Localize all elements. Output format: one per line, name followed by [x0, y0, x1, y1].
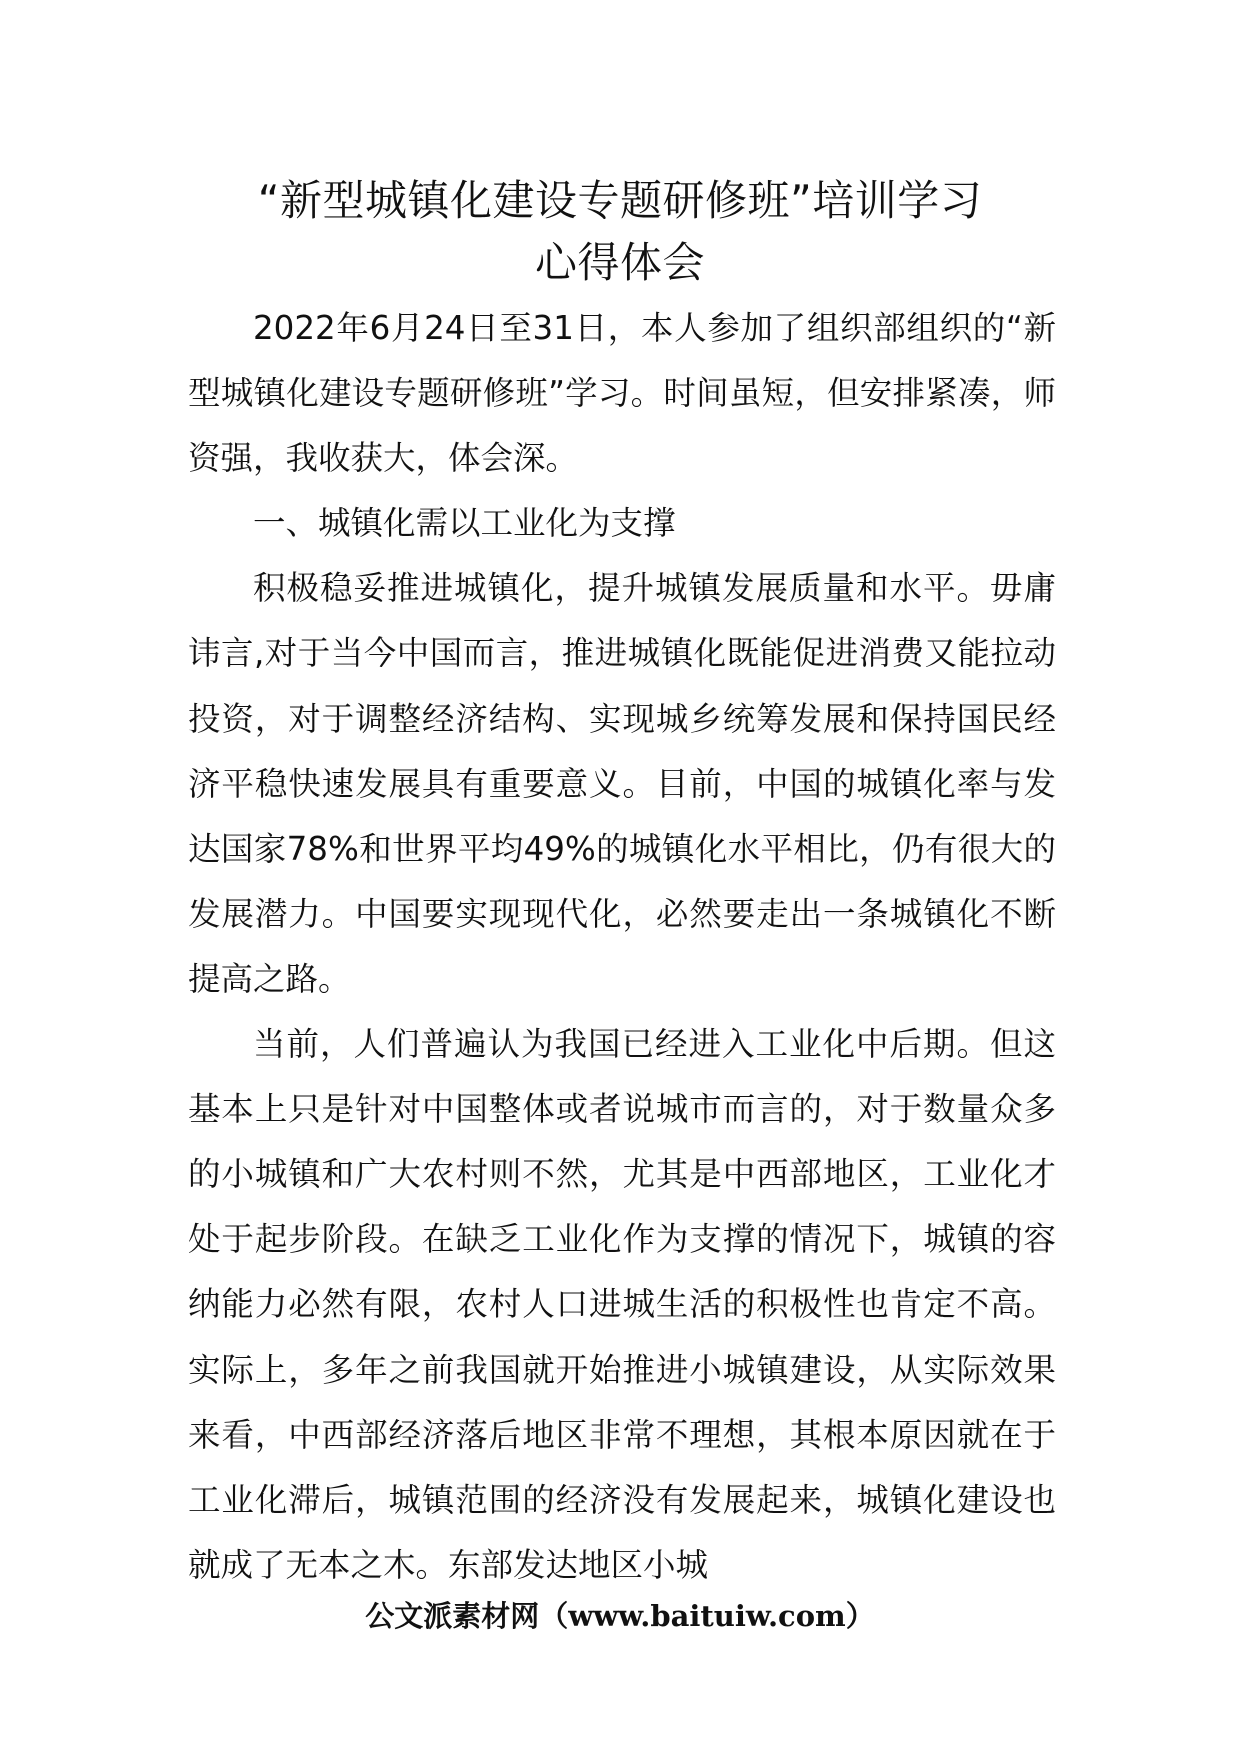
title-line-1: “新型城镇化建设专题研修班”培训学习 — [257, 176, 983, 225]
footer-watermark: 公文派素材网（www.baituiw.com） — [365, 1599, 875, 1633]
title-line-2: 心得体会 — [534, 238, 705, 287]
section-heading: 一、城镇化需以工业化为支撑 — [253, 504, 676, 543]
document-title — [160, 170, 1080, 294]
paragraph-intro: 2022年6月24日至31日，本人参加了组织部组织的“新型城镇化建设专题研修班”学习。时间虽短，但安排紧凑，师资强，我收获大，体会深。 — [188, 309, 1056, 478]
document-body — [188, 296, 1056, 1598]
paragraph-industrialization: 当前，人们普遍认为我国已经进入工业化中后期。但这基本上只是针对中国整体或者说城市而言的，对于数量众多的小城镇和广大农村则不然，尤其是中西部地区，工业化才处于起步阶段。在缺乏工业化作为支撑的情况下，城镇的容纳能力必然有限，农村人口进城生活的积极性也肯定不高。实际上，多年之前我国就开始推进小城镇建设，从实际效果来看，中西部经济落后地区非常不理想，其根本原因就在于工业化滞后，城镇范围的经济没有发展起来，城镇化建设也就成了无本之木。东部发达地区小城 — [188, 1025, 1056, 1584]
paragraph-urbanization: 积极稳妥推进城镇化，提升城镇发展质量和水平。毋庸讳言,对于当今中国而言，推进城镇化既能促进消费又能拉动投资，对于调整经济结构、实现城乡统筹发展和保持国民经济平稳快速发展具有重要意义。目前，中国的城镇化率与发达国家78%和世界平均49%的城镇化水平相比，仍有很大的发展潜力。中国要实现现代化，必然要走出一条城镇化不断提高之路。 — [188, 569, 1056, 998]
